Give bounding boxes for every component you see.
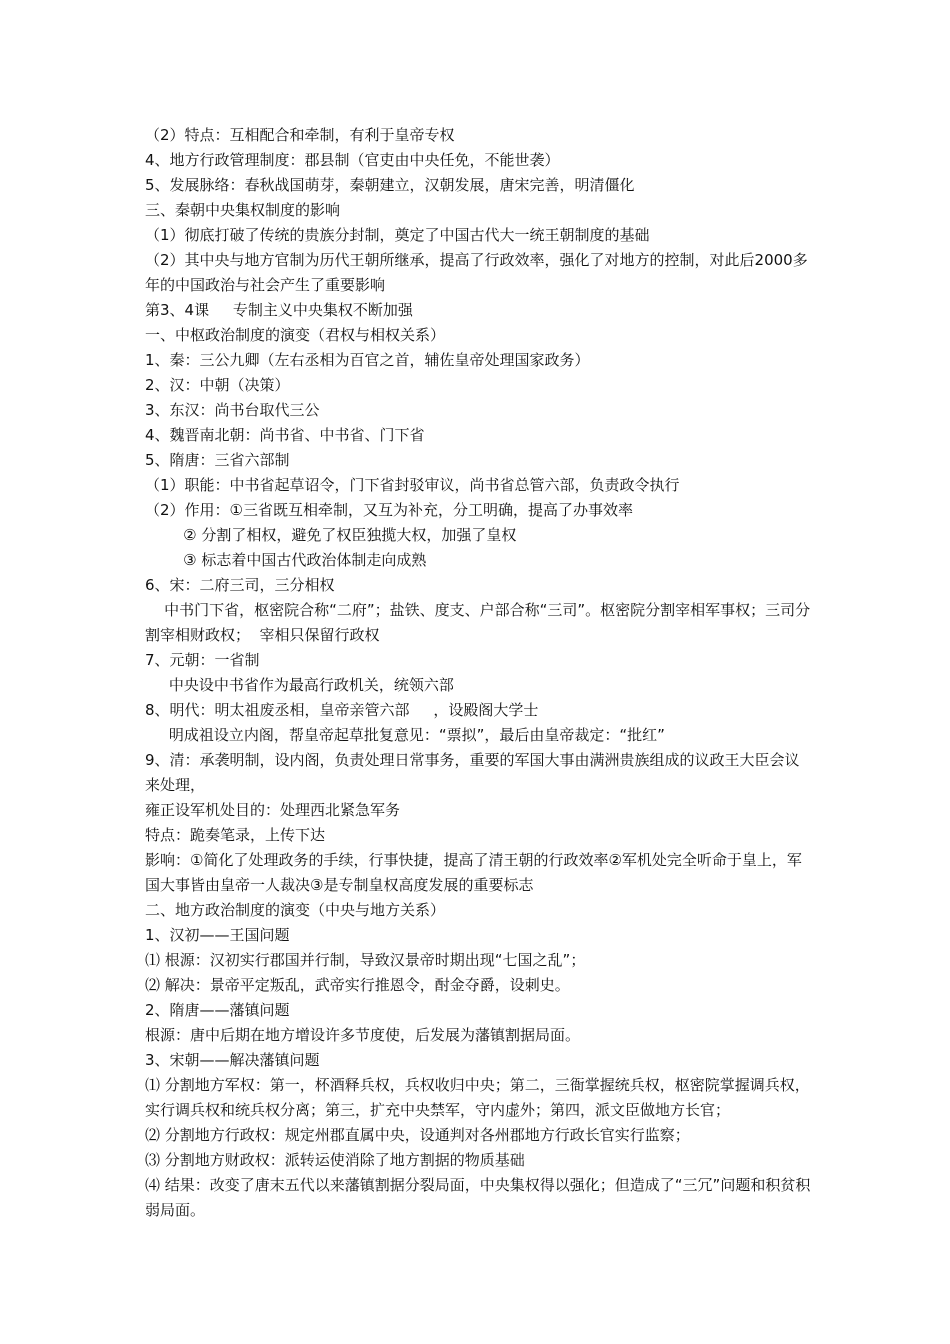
text-line: ⑶ 分割地方财政权：派转运使消除了地方割据的物质基础 xyxy=(145,1151,525,1169)
lesson-heading: 第3、4课 专制主义中央集权不断加强 xyxy=(145,301,413,319)
text-line: （1）彻底打破了传统的贵族分封制，奠定了中国古代大一统王朝制度的基础 xyxy=(145,226,650,244)
text-line: 9、清：承袭明制，设内阁，负责处理日常事务，重要的军国大事由满洲贵族组成的议政王大臣会议来处理， xyxy=(145,751,800,794)
text-line: 5、发展脉络：春秋战国萌芽，秦朝建立，汉朝发展，唐宋完善，明清僵化 xyxy=(145,176,635,194)
text-line: 7、元朝：一省制 xyxy=(145,651,260,669)
section-heading: 三、秦朝中央集权制度的影响 xyxy=(145,201,341,219)
text-line: 中央设中书省作为最高行政机关，统领六部 xyxy=(145,676,454,694)
text-line: ⑵ 分割地方行政权：规定州郡直属中央，设通判对各州郡地方行政长官实行监察； xyxy=(145,1126,690,1144)
text-line: 5、隋唐：三省六部制 xyxy=(145,451,290,469)
text-line: ⑴ 根源：汉初实行郡国并行制，导致汉景帝时期出现“七国之乱”； xyxy=(145,951,586,969)
text-line: 2、隋唐——藩镇问题 xyxy=(145,1001,290,1019)
text-line: ② 分割了相权，避免了权臣独揽大权，加强了皇权 xyxy=(145,526,517,544)
text-line: ③ 标志着中国古代政治体制走向成熟 xyxy=(145,551,427,569)
text-line: （2）特点：互相配合和牵制，有利于皇帝专权 xyxy=(145,126,455,144)
section-heading: 一、中枢政治制度的演变（君权与相权关系） xyxy=(145,326,446,344)
text-line: 影响：①简化了处理政务的手续，行事快捷，提高了清王朝的行政效率②军机处完全听命于皇上，军国大事皆由皇帝一人裁决③是专制皇权高度发展的重要标志 xyxy=(145,851,802,894)
text-line: 2、汉：中朝（决策） xyxy=(145,376,290,394)
document-body xyxy=(145,123,813,1223)
text-line: 4、魏晋南北朝：尚书省、中书省、门下省 xyxy=(145,426,425,444)
text-line: ⑷ 结果：改变了唐末五代以来藩镇割据分裂局面，中央集权得以强化；但造成了“三冗”问题和积贫积弱局面。 xyxy=(145,1176,811,1219)
text-line: ⑴ 分割地方军权：第一，杯酒释兵权，兵权收归中央；第二，三衙掌握统兵权，枢密院掌握调兵权，实行调兵权和统兵权分离；第三，扩充中央禁军，守内虚外；第四，派文臣做地方长官； xyxy=(145,1076,810,1119)
text-line: 3、宋朝——解决藩镇问题 xyxy=(145,1051,320,1069)
text-line: 雍正设军机处目的：处理西北紧急军务 xyxy=(145,801,401,819)
text-line: 明成祖设立内阁，帮皇帝起草批复意见：“票拟”，最后由皇帝裁定：“批红” xyxy=(145,726,665,744)
text-line: 特点：跪奏笔录，上传下达 xyxy=(145,826,326,844)
text-line: （2）其中央与地方官制为历代王朝所继承，提高了行政效率，强化了对地方的控制，对此后2000多年的中国政治与社会产生了重要影响 xyxy=(145,251,808,294)
section-heading: 二、地方政治制度的演变（中央与地方关系） xyxy=(145,901,446,919)
text-line: 根源：唐中后期在地方增设许多节度使，后发展为藩镇割据局面。 xyxy=(145,1026,581,1044)
text-line: （2）作用：①三省既互相牵制，又互为补充，分工明确，提高了办事效率 xyxy=(145,501,633,519)
text-line: ⑵ 解决：景帝平定叛乱，武帝实行推恩令，酎金夺爵，设刺史。 xyxy=(145,976,570,994)
text-line: （1）职能：中书省起草诏令，门下省封驳审议，尚书省总管六部，负责政令执行 xyxy=(145,476,680,494)
text-line: 1、汉初——王国问题 xyxy=(145,926,290,944)
text-line: 1、秦：三公九卿（左右丞相为百官之首，辅佐皇帝处理国家政务） xyxy=(145,351,590,369)
text-line: 8、明代：明太祖废丞相，皇帝亲管六部 ，设殿阁大学士 xyxy=(145,701,539,719)
text-line: 4、地方行政管理制度：郡县制（官吏由中央任免，不能世袭） xyxy=(145,151,560,169)
text-line: 6、宋：二府三司，三分相权 xyxy=(145,576,335,594)
text-line: 中书门下省，枢密院合称“二府”；盐铁、度支、户部合称“三司”。枢密院分割宰相军事权；三司分割宰相财政权； 宰相只保留行政权 xyxy=(145,601,811,644)
text-line: 3、东汉：尚书台取代三公 xyxy=(145,401,320,419)
